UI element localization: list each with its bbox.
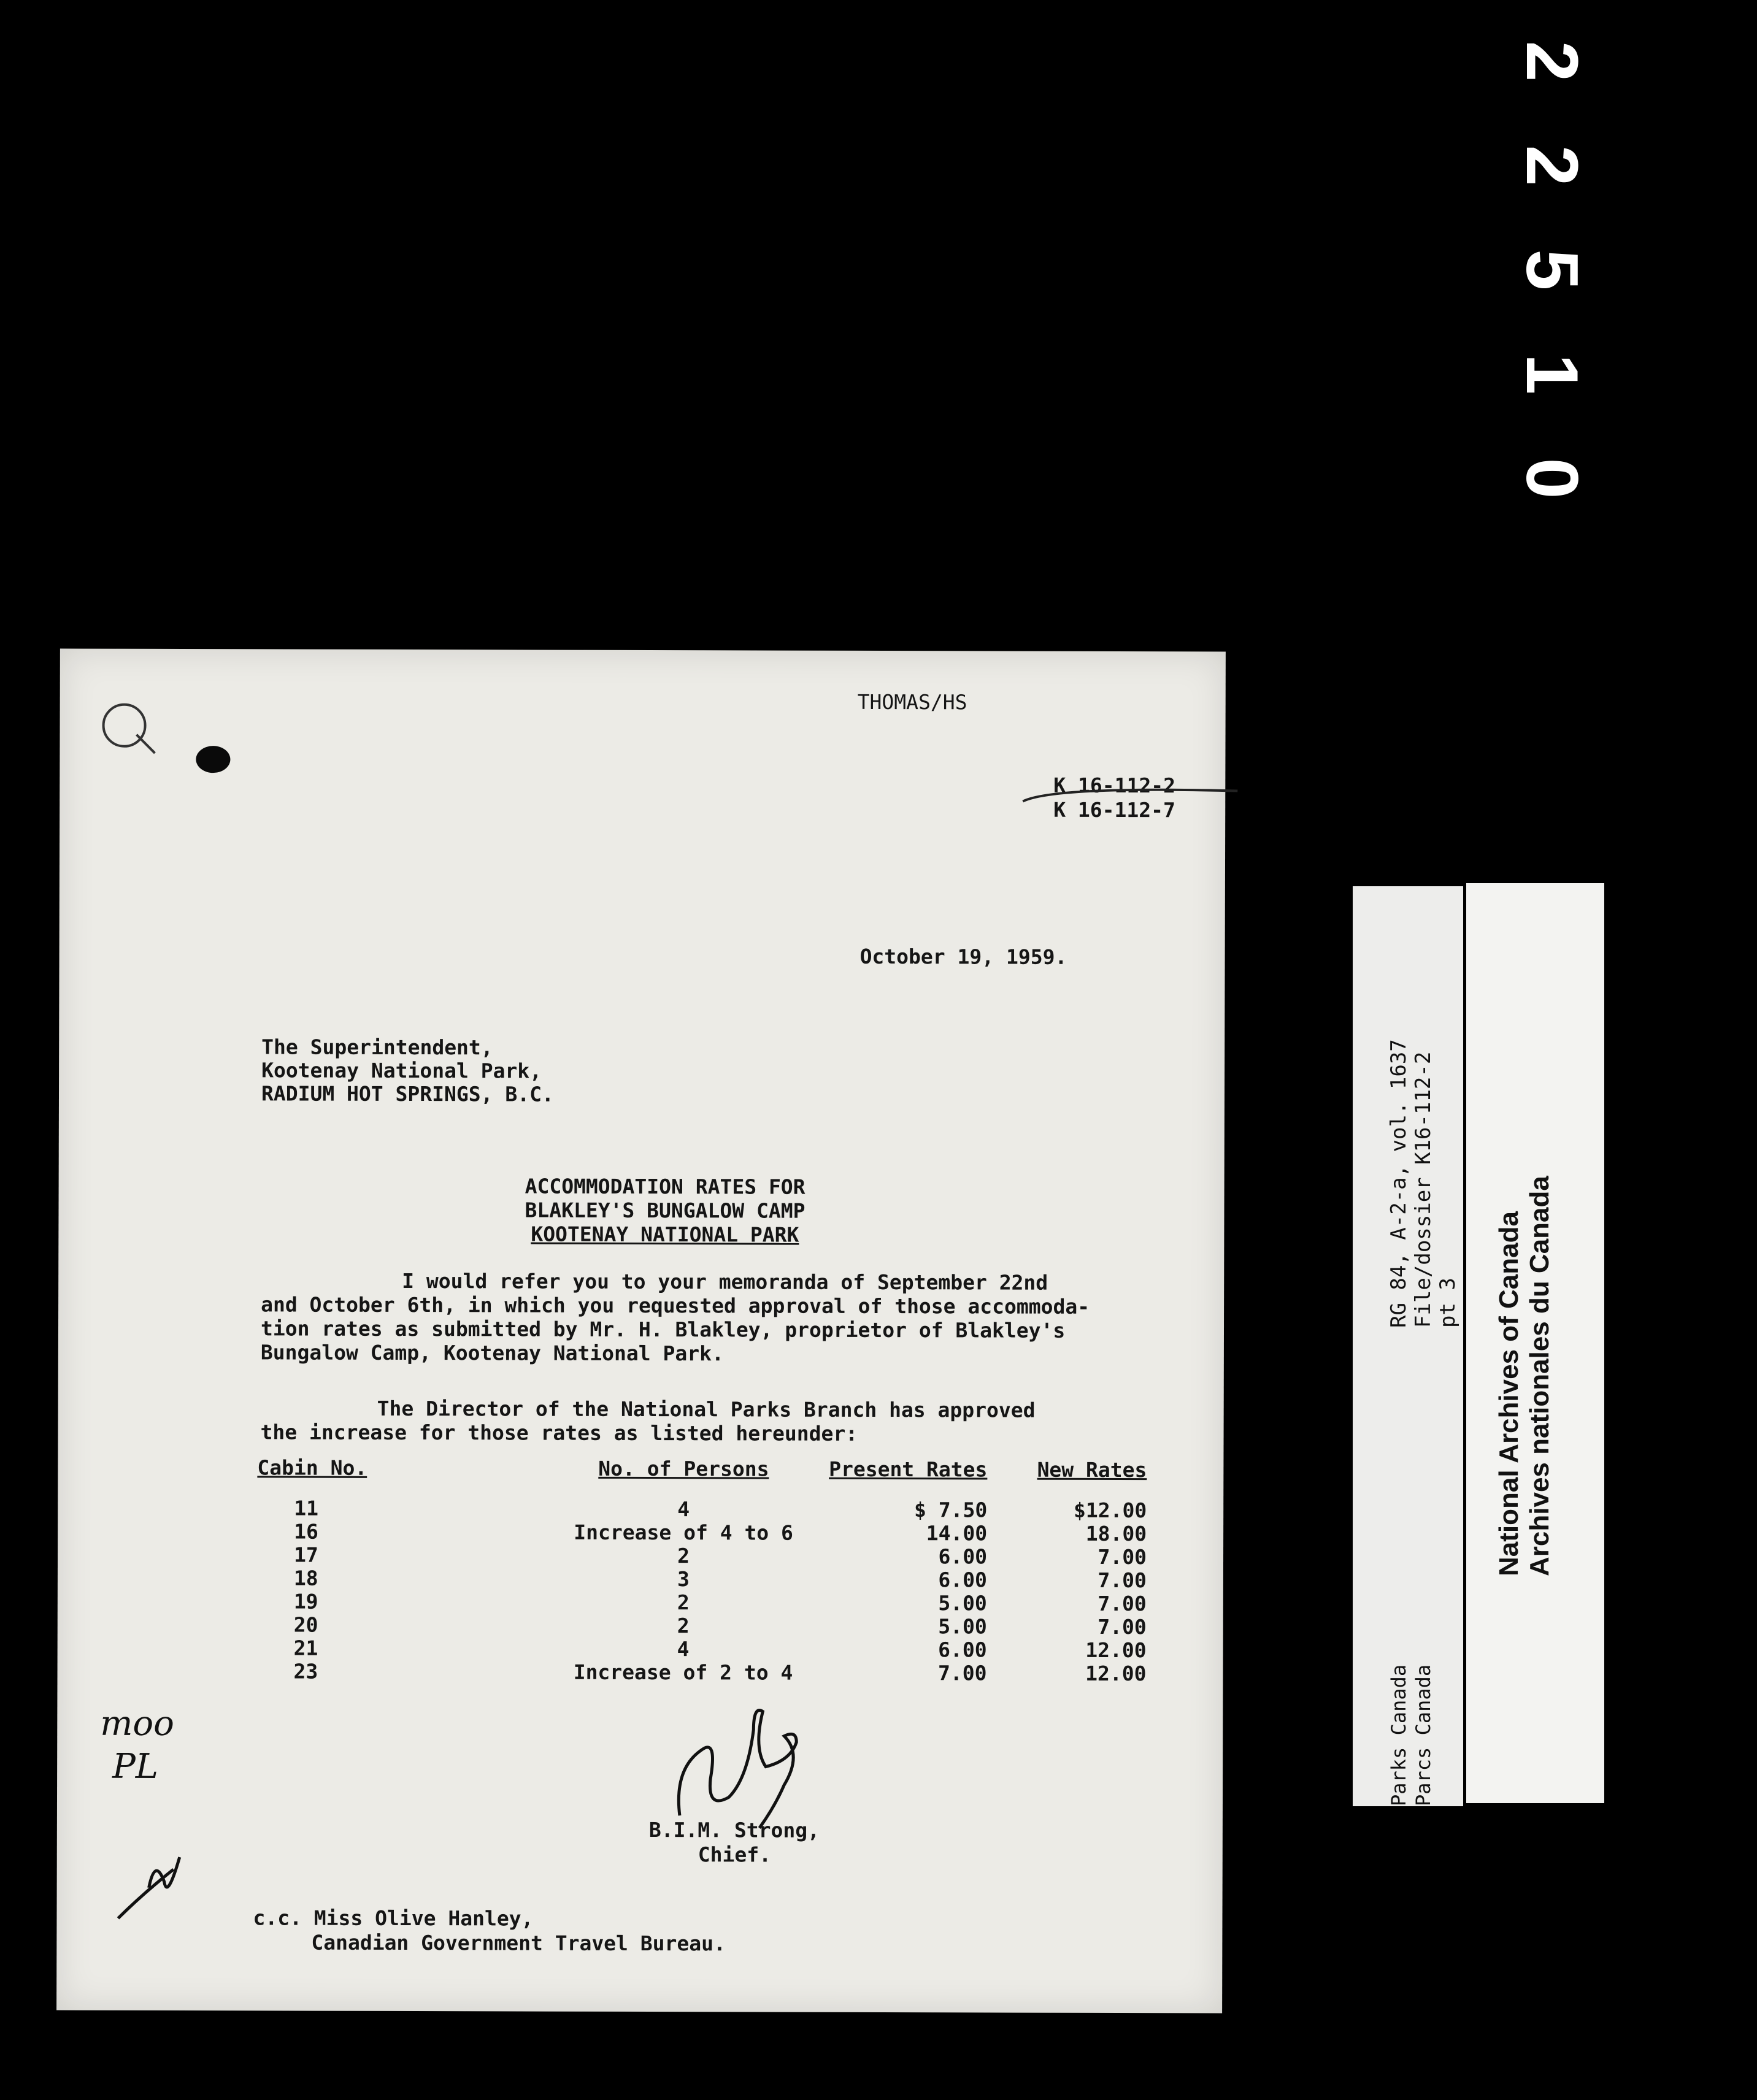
table-row [257, 1496, 1147, 1522]
paragraph-line: The Director of the National Parks Branch has approved [377, 1396, 1036, 1422]
paragraph-line: and October 6th, in which you requested approval of those accommoda- [261, 1292, 1090, 1319]
table-cell: 4 [677, 1637, 690, 1661]
table-header-row [257, 1455, 1147, 1499]
column-header: Cabin No. [257, 1455, 367, 1480]
handwritten-squiggle [106, 1845, 204, 1925]
frame-digit: 5 [1511, 249, 1593, 291]
table-cell: 7.00 [1098, 1544, 1147, 1569]
file-reference: K 16-112-7 [1053, 797, 1175, 822]
table-cell: 23 [293, 1659, 318, 1684]
institution-line: National Archives of Canada [1494, 1211, 1524, 1576]
table-cell: 12.00 [1085, 1638, 1147, 1663]
file-reference: K 16-112-2 [1053, 773, 1176, 798]
frame-digit: 1 [1511, 353, 1593, 395]
table-cell: 7.00 [1098, 1568, 1147, 1593]
paragraph-line: Bungalow Camp, Kootenay National Park. [260, 1340, 724, 1366]
table-row [257, 1566, 1147, 1592]
table-cell: 2 [677, 1614, 690, 1638]
letter-date: October 19, 1959. [859, 944, 1067, 969]
table-cell: 12.00 [1085, 1661, 1147, 1686]
table-cell: 6.00 [938, 1544, 988, 1569]
typist-initials: THOMAS/HS [857, 689, 967, 715]
table-cell: 3 [677, 1567, 690, 1592]
table-cell: 7.00 [938, 1661, 987, 1685]
cc-line: c.c. Miss Olive Hanley, [253, 1906, 534, 1931]
table-cell: 4 [677, 1497, 690, 1522]
table-cell: Increase of 4 to 6 [574, 1520, 794, 1545]
table-row [256, 1660, 1146, 1685]
paragraph-line: tion rates as submitted by Mr. H. Blakley, proprietor of Blakley's [260, 1316, 1066, 1343]
reference-line: RG 84, A-2-a, vol. 1637 [1386, 1039, 1411, 1328]
address-line: Kootenay National Park, [261, 1058, 542, 1083]
table-cell: 2 [677, 1544, 690, 1568]
institution-text [1494, 1176, 1555, 1576]
paragraph-line: I would refer you to your memoranda of September 22nd [402, 1268, 1048, 1295]
archive-reference-text [1386, 1039, 1460, 1328]
table-cell: $12.00 [1073, 1498, 1147, 1523]
table-row [257, 1636, 1147, 1662]
column-header: Present Rates [829, 1457, 988, 1482]
subject-line: BLAKLEY'S BUNGALOW CAMP [525, 1198, 805, 1223]
column-header: No. of Persons [598, 1456, 769, 1481]
letter-page [56, 649, 1226, 2014]
institution-line: Archives nationales du Canada [1524, 1176, 1555, 1576]
signatory-title: Chief. [698, 1842, 772, 1867]
table-cell: Increase of 2 to 4 [573, 1660, 793, 1685]
table-cell: 7.00 [1098, 1591, 1147, 1616]
table-cell: 20 [293, 1612, 318, 1637]
table-cell: 14.00 [926, 1521, 988, 1546]
body-paragraph [261, 1268, 1090, 1366]
table-cell: 2 [677, 1590, 690, 1615]
subject-heading [525, 1175, 805, 1247]
punch-hole-mark [191, 741, 234, 778]
cc-line: Canadian Government Travel Bureau. [311, 1930, 726, 1956]
table-cell: 18 [293, 1566, 318, 1590]
subject-line: KOOTENAY NATIONAL PARK [531, 1222, 799, 1247]
table-cell: $ 7.50 [913, 1498, 988, 1522]
file-ref-bracket-mark [1017, 783, 1250, 808]
reference-line: File/dossier K16-112-2 [1411, 1051, 1436, 1328]
table-cell: 18.00 [1085, 1521, 1147, 1546]
paragraph-line: the increase for those rates as listed hereunder: [260, 1420, 858, 1446]
table-cell: 5.00 [938, 1614, 987, 1639]
archive-reference-label [1353, 886, 1463, 1806]
table-cell: 5.00 [938, 1591, 987, 1615]
frame-digit: 0 [1511, 458, 1593, 499]
address-line: RADIUM HOT SPRINGS, B.C. [261, 1081, 554, 1106]
archive-institution-label [1466, 883, 1604, 1803]
table-cell: 21 [293, 1636, 318, 1660]
frame-digit: 2 [1511, 145, 1593, 186]
agency-line: Parcs Canada [1412, 1664, 1435, 1806]
circled-mark [93, 692, 161, 759]
table-cell: 16 [294, 1519, 318, 1544]
table-cell: 6.00 [938, 1568, 987, 1592]
table-row [257, 1613, 1147, 1639]
table-cell: 11 [294, 1496, 319, 1520]
table-cell: 6.00 [938, 1638, 987, 1662]
agency-text [1386, 1665, 1436, 1806]
table-cell: 17 [293, 1542, 318, 1567]
reference-line: pt 3 [1436, 1278, 1460, 1328]
subject-line: ACCOMMODATION RATES FOR [525, 1174, 805, 1199]
table-row [257, 1520, 1147, 1546]
frame-number [1497, 25, 1607, 503]
address-line: The Superintendent, [261, 1035, 493, 1060]
table-cell: 19 [293, 1589, 318, 1614]
table-row [257, 1590, 1147, 1615]
table-cell: 7.00 [1098, 1614, 1147, 1639]
column-header: New Rates [1037, 1457, 1147, 1482]
handwritten-note: moo [100, 1703, 174, 1744]
frame-digit: 2 [1511, 40, 1593, 82]
table-row [257, 1543, 1147, 1569]
body-paragraph [261, 1396, 1036, 1446]
handwritten-note: PL [112, 1746, 159, 1787]
agency-line: Parks Canada [1387, 1664, 1410, 1806]
rates-table [256, 1455, 1147, 1685]
signatory-name: B.I.M. Strong, [648, 1818, 820, 1842]
